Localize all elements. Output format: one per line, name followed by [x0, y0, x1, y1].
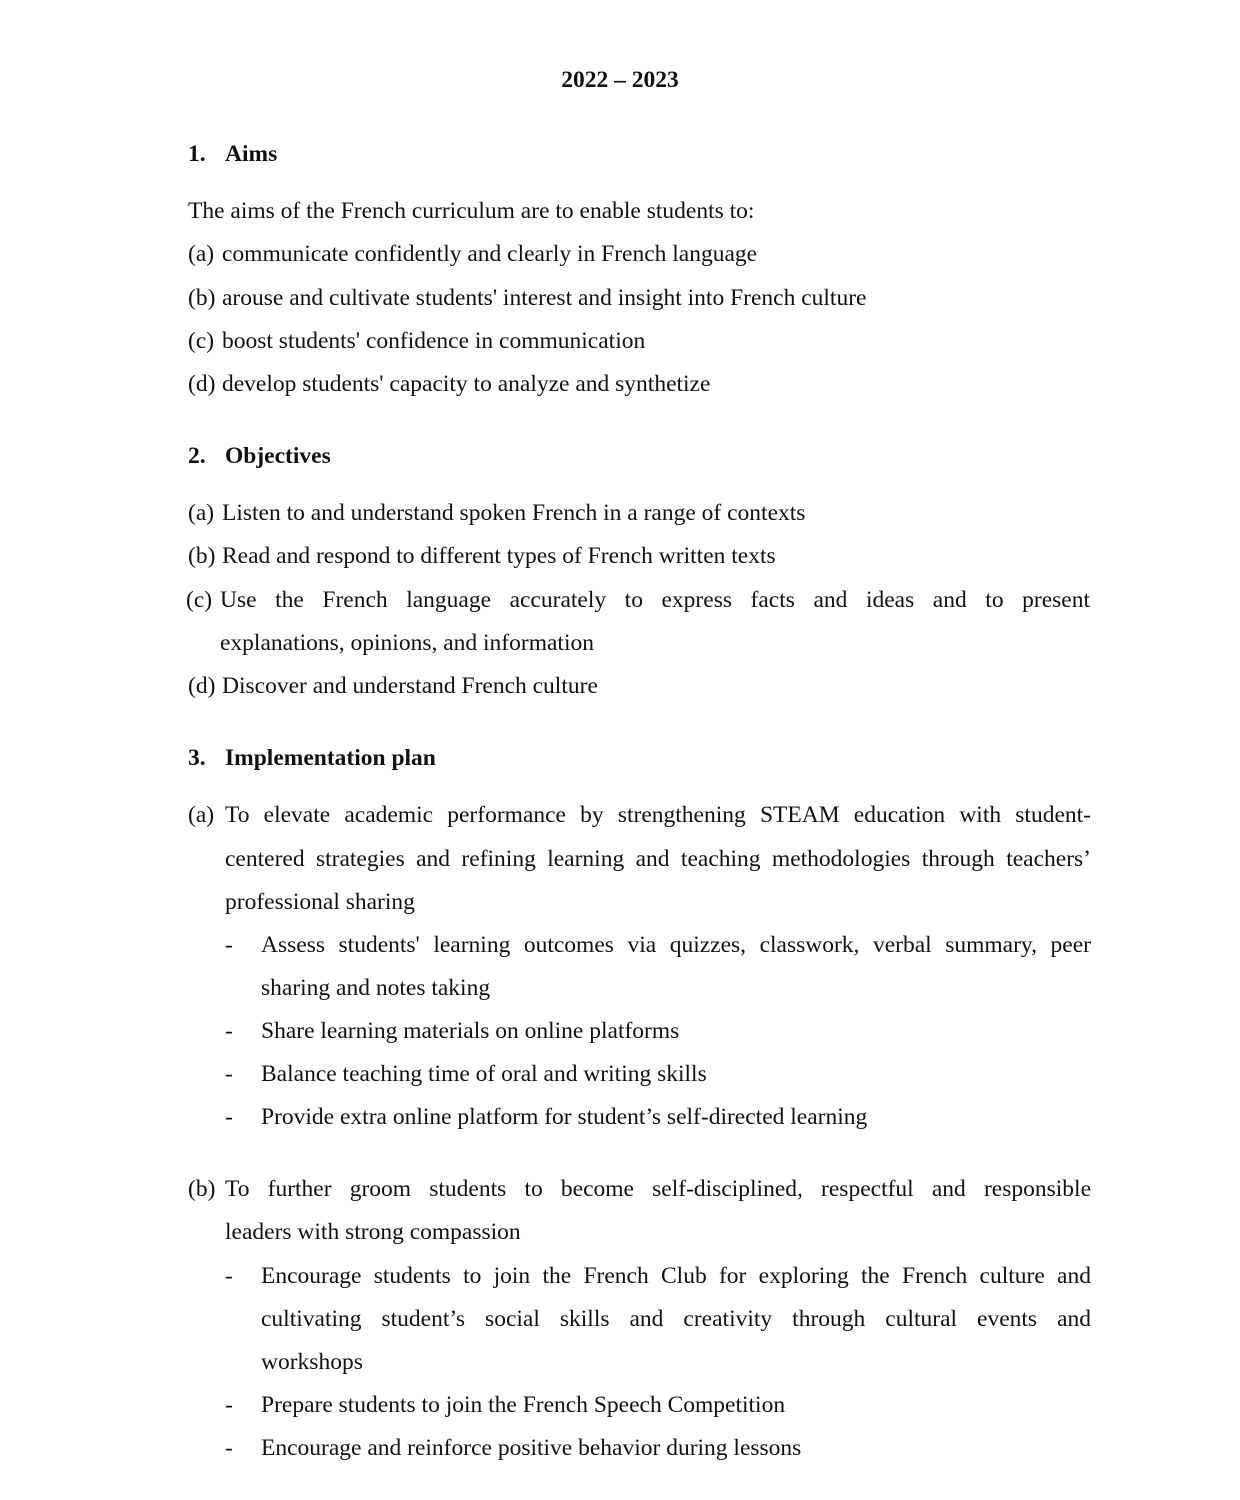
aim-c-text: boost students' confidence in communication: [222, 328, 646, 354]
plan-a-bullet-3-text: Balance teaching time of oral and writing skills: [261, 1061, 707, 1087]
aim-c-label: (c): [188, 328, 215, 354]
section-2-number: 2.: [188, 443, 206, 469]
objective-a-label: (a): [188, 500, 215, 526]
objective-c-label: (c): [186, 587, 213, 613]
plan-b-bullet-1-line-1: Encourage students to join the French Club for exploring the French culture and: [261, 1263, 1091, 1289]
objective-d-label: (d): [188, 673, 216, 699]
aim-d-label: (d): [188, 371, 216, 397]
objective-b-label: (b): [188, 543, 216, 569]
plan-a-bullet-1-line-1: Assess students' learning outcomes via quizzes, classwork, verbal summary, peer: [261, 932, 1091, 958]
plan-a-bullet-2-text: Share learning materials on online platforms: [261, 1018, 680, 1044]
aims-intro: The aims of the French curriculum are to enable students to:: [188, 198, 755, 224]
section-3-number: 3.: [188, 745, 206, 771]
section-2-title: Objectives: [225, 443, 331, 469]
aim-d-text: develop students' capacity to analyze and synthetize: [222, 371, 711, 397]
plan-b-label: (b): [188, 1176, 216, 1202]
aim-b-text: arouse and cultivate students' interest and insight into French culture: [222, 285, 867, 311]
plan-b-bullet-3-dash: -: [225, 1435, 233, 1461]
plan-a-bullet-4-text: Provide extra online platform for student’s self-directed learning: [261, 1104, 868, 1130]
plan-b-bullet-1-dash: -: [225, 1263, 233, 1289]
plan-b-bullet-2-dash: -: [225, 1392, 233, 1418]
plan-b-text-line-2: leaders with strong compassion: [225, 1219, 521, 1245]
section-1-title: Aims: [225, 141, 278, 167]
plan-a-bullet-1-line-2: sharing and notes taking: [261, 975, 491, 1001]
aim-a-label: (a): [188, 241, 215, 267]
section-1-number: 1.: [188, 141, 206, 167]
plan-a-text-line-2: centered strategies and refining learning and teaching methodologies through teachers’: [225, 846, 1091, 872]
plan-a-bullet-2-dash: -: [225, 1018, 233, 1044]
aim-a-text: communicate confidently and clearly in French language: [222, 241, 758, 267]
aim-b-label: (b): [188, 285, 216, 311]
plan-b-text-line-1: To further groom students to become self-disciplined, respectful and responsible: [225, 1176, 1091, 1202]
plan-a-text-line-3: professional sharing: [225, 889, 415, 915]
plan-a-label: (a): [188, 802, 215, 828]
plan-b-bullet-1-line-2: cultivating student’s social skills and creativity through cultural events and: [261, 1306, 1091, 1332]
objective-c-text-line-1: Use the French language accurately to express facts and ideas and to present: [220, 587, 1090, 613]
plan-a-text-line-1: To elevate academic performance by strengthening STEAM education with student-: [225, 802, 1091, 828]
plan-a-bullet-1-dash: -: [225, 932, 233, 958]
plan-a-bullet-3-dash: -: [225, 1061, 233, 1087]
plan-b-bullet-3-text: Encourage and reinforce positive behavior during lessons: [261, 1435, 802, 1461]
plan-b-bullet-2-text: Prepare students to join the French Speech Competition: [261, 1392, 786, 1418]
objective-b-text: Read and respond to different types of French written texts: [222, 543, 776, 569]
plan-a-bullet-4-dash: -: [225, 1104, 233, 1130]
objective-c-text-line-2: explanations, opinions, and information: [220, 630, 594, 656]
objective-d-text: Discover and understand French culture: [222, 673, 598, 699]
objective-a-text: Listen to and understand spoken French in a range of contexts: [222, 500, 806, 526]
section-3-title: Implementation plan: [225, 745, 436, 771]
plan-b-bullet-1-line-3: workshops: [261, 1349, 363, 1375]
year-heading: 2022 – 2023: [561, 67, 679, 93]
